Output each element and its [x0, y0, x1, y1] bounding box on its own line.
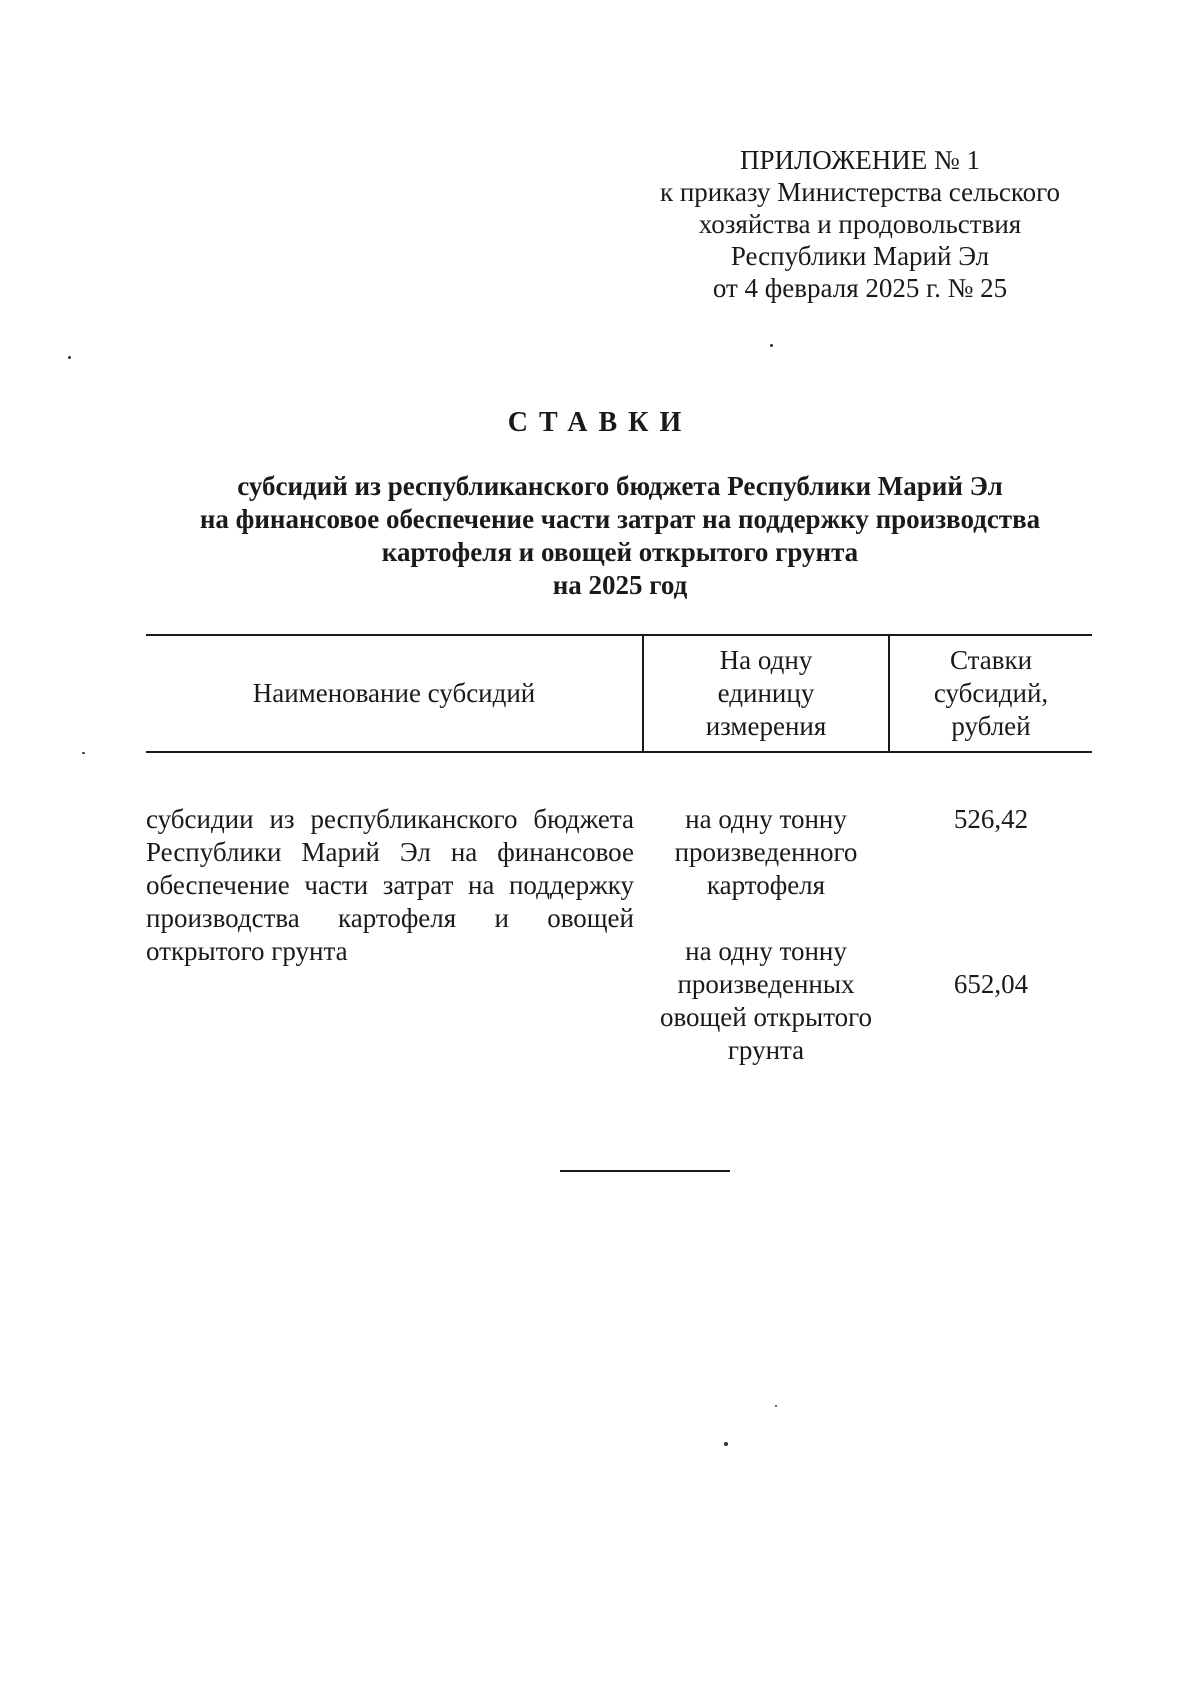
appendix-number: ПРИЛОЖЕНИЕ № 1 [739, 145, 981, 175]
header-rate [890, 636, 1092, 751]
rates-table [146, 634, 1092, 1065]
unit-line: картофеля [706, 870, 826, 900]
header-rate-line: Ставки [949, 645, 1033, 675]
rate-vegetables: 652,04 [953, 969, 1029, 999]
header-name [146, 636, 642, 751]
scan-speck [82, 752, 85, 754]
appendix-ministry: хозяйства и продовольствия [698, 209, 1022, 239]
header-unit-line: измерения [705, 711, 827, 741]
unit-line: овощей открытого [659, 1002, 873, 1032]
scan-speck [770, 344, 773, 347]
subtitle-line: картофеля и овощей открытого грунта [381, 537, 859, 567]
scan-speck [68, 356, 71, 359]
header-name-label: Наименование субсидий [252, 678, 536, 708]
unit-line: произведенных [677, 969, 855, 999]
unit-vegetables [646, 935, 886, 1067]
subtitle-line: субсидий из республиканского бюджета Республики Марий Эл [237, 471, 1003, 501]
scan-speck [775, 1405, 777, 1407]
table-header [146, 634, 1092, 753]
header-unit [644, 636, 888, 751]
header-rate-line: субсидий, [933, 678, 1049, 708]
scan-speck [724, 1442, 728, 1446]
document-subtitle [120, 470, 1120, 602]
rate-potato: 526,42 [953, 804, 1029, 834]
appendix-order-ref: к приказу Министерства сельского [659, 177, 1061, 207]
unit-line: на одну тонну [685, 936, 847, 966]
header-unit-line: единицу [717, 678, 815, 708]
document-title: СТАВКИ [507, 407, 693, 438]
unit-potato [646, 803, 886, 902]
appendix-date: от 4 февраля 2025 г. № 25 [712, 273, 1008, 303]
subtitle-year: на 2025 год [552, 570, 688, 600]
unit-line: произведенного [674, 837, 858, 867]
unit-line: грунта [727, 1035, 805, 1065]
appendix-republic: Республики Марий Эл [730, 241, 990, 271]
end-separator [560, 1170, 730, 1172]
header-rate-line: рублей [951, 711, 1031, 741]
subtitle-line: на финансовое обеспечение части затрат на поддержку производства [199, 504, 1041, 534]
appendix-header [640, 144, 1080, 304]
header-unit-line: На одну [719, 645, 813, 675]
subsidy-name: субсидии из республиканского бюджета Республики Марий Эл на финансовое обеспечение части затрат на поддержку производства картофеля и овощей открытого грунта [146, 804, 634, 966]
unit-line: на одну тонну [685, 804, 847, 834]
